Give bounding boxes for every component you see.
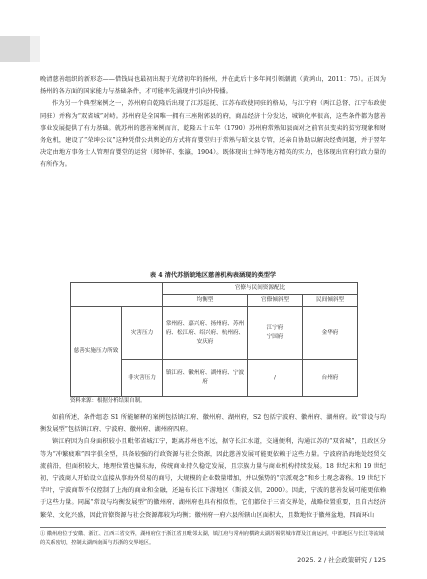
typology-table [70,282,358,397]
table-column-header: 民间倾斜型 [303,295,358,307]
table-column-header: 官僚倾斜型 [248,295,303,307]
table-source-note: 资料来源：根据分析结果自制。 [70,398,146,404]
corner-decoration-box [30,36,40,62]
body-text-bottom [40,412,386,522]
paragraph: 晚清慈善组织的新形态——借钱局也最初出现于光绪初年的扬州，并在此后十多年间引领潮流（黄鸿山，2011：75）。正因为扬州的各方面的国家能力与基础条件，才可能率先涌现并引向外传播。 [40,76,386,96]
table-header-row [71,283,358,295]
paragraph: 如前所述，条件组态 S1 所能解释的案例包括镇江府、徽州府、湖州府，S2 包括宁波府、徽州府、湖州府。故“常设与均衡发展型”包括镇江府、宁波府、徽州府、湖州府四府。 [40,414,386,434]
table-row-group-label: 慈善实施压力所致 [71,307,122,397]
table-cell: 金华府 [303,307,358,360]
body-text-top [40,74,386,172]
paragraph: 作为另一个典型案例之一，苏州府自乾隆后出现了江苏巡抚、江苏布政使同驻的格局，与江宁府（两江总督、江宁布政使同驻）并称为“双省城”对峙。苏州府是全国唯一拥有三座附郭县的府，商品经济十分发达，城镇化率很高，这些条件都为慈善事业发展提供了有力基础。就苏州的慈善案例而言，乾隆五十五年（1790）苏州府常熟知县面对之前官员变卖的贫穷现象和财务危机，建设了“荣坤公议”这种凭借公共舆论的方式将育婴堂归于常熟与昭文县专管，还亲自协助以解决经费问题，并于翌年决定由地方事务士人管理育婴堂的运营（郑钟祥、张瀛，1904）。既体现出士绅等地方精英的实力，也体现出官府行政力量的有所作为。 [40,100,386,169]
table-column-header: 均衡型 [163,295,248,307]
footnote: ① 徽州府位于安徽、浙江、江西三省交界，湖州府位于浙江省且毗邻太湖，镇江府与常州府横跨太湖苏锡常城市群及江南运河，中部地区与长江等流域的关系密切，控制太湖西南面与苏浙的交界地区。 [40,531,385,546]
paragraph: 镇江府因为自身面积较小且毗邻省城江宁，距离苏州也不远，据守长江水道，交通便利，沟通江苏的“双省城”，且政区分等为“冲繁疲难”四字俱全型，具备较强的行政资源与社会资源，因此慈善发展可能更依赖于这些力量。宁波府沿海地处经贸交流前沿，但面积较大，地理位置也偏东海，传统商业持久稳定发展，且宗族力量与商业机构持续发展。18 世纪末和 19 世纪初，宁波商人开始设立直接从事海外贸易的商号，大规模的企业数量增加，并以强势的“宗派观念”和乡土观念著称。19 世纪下半叶，宁波商帮不仅控制了上海的商业和金融，还遍布长江下游地区（斯波义信，2000）。因此，宁波的慈善发展可能更依赖于这些力量。同属“常设与均衡发展型”的徽州府、湖州府也具有相似性，它们都位于三省交界处，战略位置重要，且自古经济繁荣、文化兴盛，因此官僚资源与社会资源都较为均衡；徽州府一府六县所辖山区面积大，且数地位于徽州盆地，四面环山 [40,438,386,519]
table-row [71,307,358,360]
table-cell: 台州府 [303,360,358,397]
corner-decoration-bar [0,36,30,62]
table-cell: 镇江府、徽州府、湖州府、宁波府 [163,360,248,397]
table-cell: 江宁府 宁国府 [248,307,303,360]
table-cell: / [248,360,303,397]
table-row-label: 灾害压力 [122,307,163,360]
table-group-header: 官僚与民间资源配比 [163,283,358,295]
table-corner-cell [71,283,163,307]
page-footer: 2025. 2 / 社会政策研究 / 125 [297,556,386,564]
table-cell: 常州府、嘉兴府、扬州府、苏州府、松江府、绍兴府、杭州府、安庆府 [163,307,248,360]
footnote-divider [40,527,386,528]
table-row-label: 非灾害压力 [122,360,163,397]
table-caption: 表 4 清代苏浙皖地区慈善机构表涵现的类型学 [149,272,277,279]
